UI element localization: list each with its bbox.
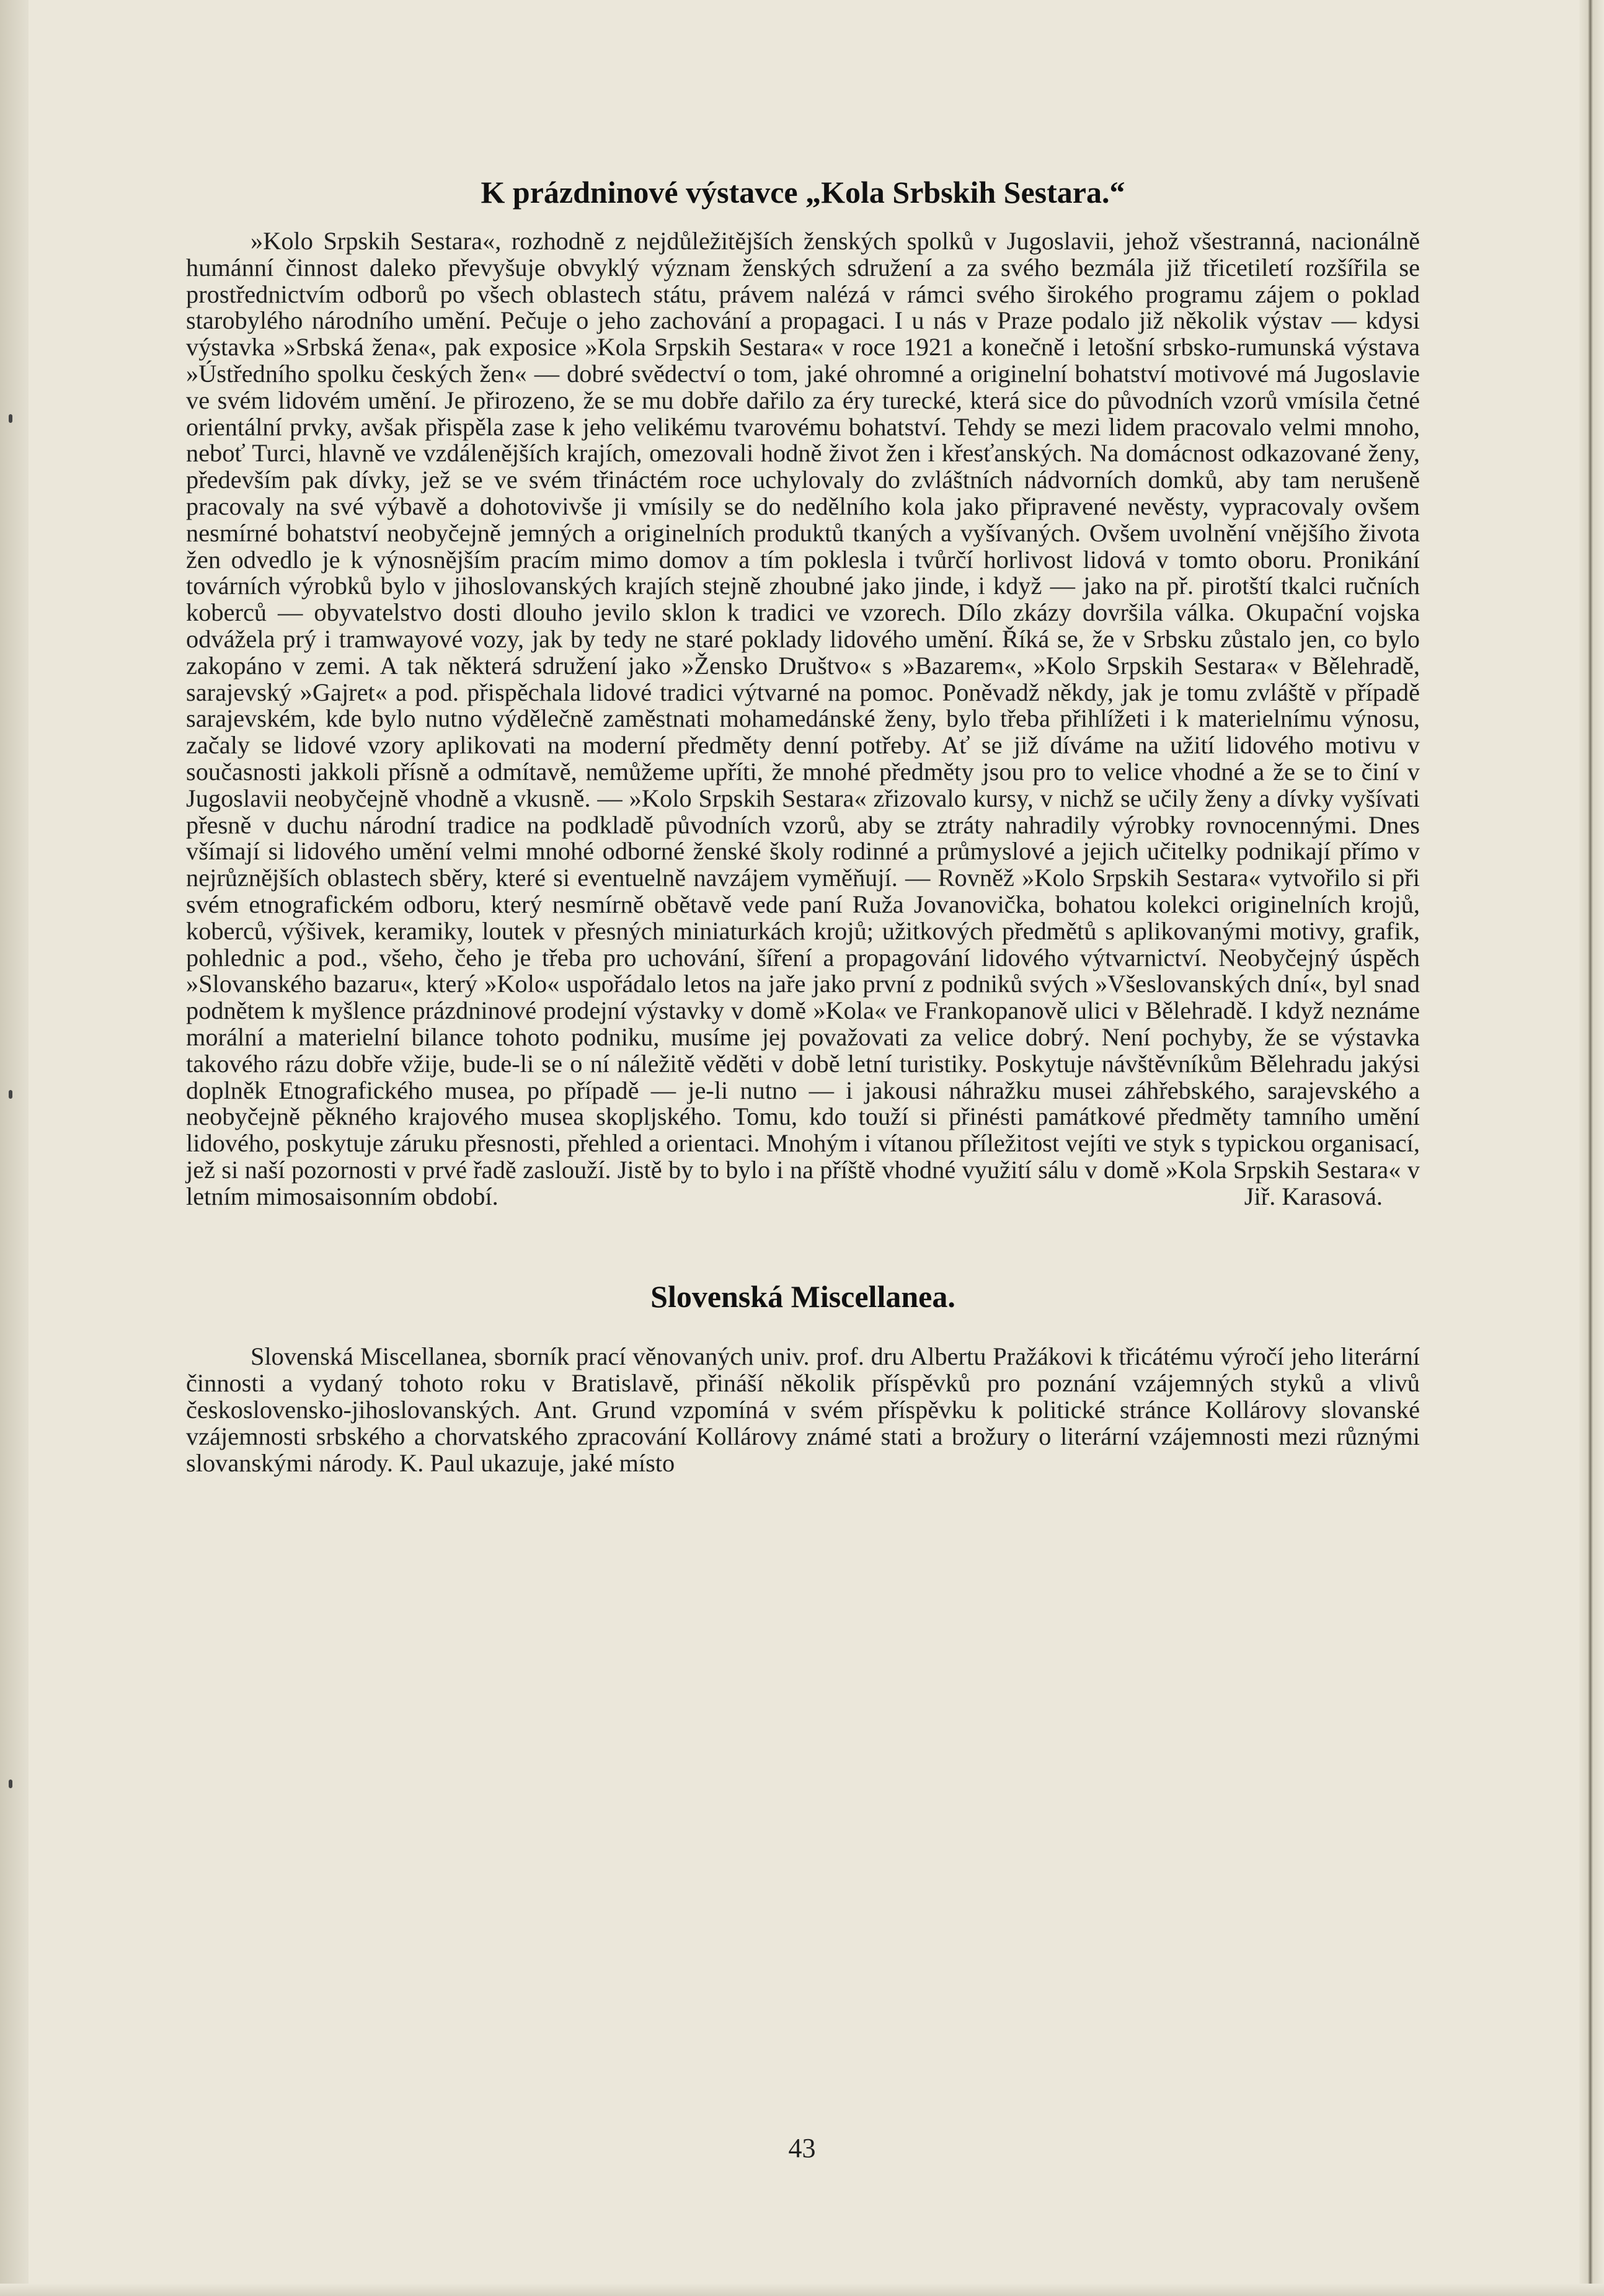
page-edge <box>1579 0 1604 2296</box>
article-body: »Kolo Srpskih Sestara«, rozhodně z nejdůležitějších ženských spolků v Jugoslavii, jehož všestranná, nacionálně humánní činnost daleko převyšuje obvyklý význam ženských sdružení a za svého bezmála již třicetiletí rozšířila se prostřednictvím odborů po všech oblastech státu, právem nalézá v rámci svého širokého programu zájem o poklad starobylého národního umění. Pečuje o jeho zachování a propagaci. I u nás v Praze podalo již několik výstav — kdysi výstavka »Srbská žena«, pak exposice »Kola Srpskih Sestara« v roce 1921 a konečně i letošní srbsko-rumunská výstava »Ústředního spolku českých žen« — dobré svědectví o tom, jaké ohromné a originelní bohatství motivové má Jugoslavie ve svém lidovém umění. Je přirozeno, že se mu dobře dařilo za éry turecké, která sice do původních vzorů vmísila četné orientální prvky, avšak přispěla zase k jeho velikému tvarovému bohatství. Tehdy se mezi lidem pracovalo velmi mnoho, neboť Turci, hlavně ve vzdálenějších krajích, omezovali hodně život žen i křesťanských. Na domácnost odkazované ženy, především pak dívky, jež se ve svém třináctém roce uchylovaly do zvláštních nádvorních domků, aby tam nerušeně pracovaly na své výbavě a dohotovivše ji vmísily se do nedělního kola jako připravené nevěsty, vypracovaly ovšem nesmírné bohatství neobyčejně jemných a originelních produktů tkaných a vyšívaných. Ovšem uvolnění vnějšího života žen odvedlo je k výnosnějším pracím mimo domov a tím poklesla i tvůrčí horlivost lidová v tomto oboru. Pronikání továrních výrobků bylo v jihoslovanských krajích stejně zhoubné jako jinde, i když — jako na př. pirotští tkalci ručních koberců — obyvatelstvo dosti dlouho jevilo sklon k tradici ve vzorech. Dílo zkázy dovršila válka. Okupační vojska odvážela prý i tramwayové vozy, jak by tedy ne staré poklady lidového umění. Říká se, že v Srbsku zůstalo jen, co bylo zakopáno v zemi. A tak některá sdružení jako »Žensko Društvo« s »Bazarem«, »Kolo Srpskih Sestara« v Bělehradě, sarajevský »Gajret« a pod. přispěchala lidové tradici výtvarné na pomoc. Poněvadž někdy, jak je tomu zvláště v případě sarajevském, kde bylo nutno výdělečně zaměstnati mohamedánské ženy, bylo třeba přihlížeti i k materielnímu výnosu, začaly se lidové vzory aplikovati na moderní předměty denní potřeby. Ať se již díváme na užití lidového motivu v současnosti jakkoli přísně a odmítavě, nemůžeme upříti, že mnohé předměty jsou pro to velice vhodné a že se to činí v Jugoslavii neobyčejně vhodně a vkusně. — »Kolo Srpskih Sestara« zřizovalo kursy, v nichž se učily ženy a dívky vyšívati přesně v duchu národní tradice na podkladě původních vzorů, aby se ztráty nahradily výrobky rovnocennými. Dnes všímají si lidového umění velmi mnohé odborné ženské školy rodinné a průmyslové a jejich učitelky podnikají přímo v nejrůznějších oblastech sběry, které si eventuelně navzájem vyměňují. — Rovněž »Kolo Srpskih Sestara« vytvořilo si při svém etnografickém odboru, který nesmírně obětavě vede paní Ruža Jovanovička, bohatou kolekci originelních krojů, koberců, výšivek, keramiky, loutek v přesných miniaturkách krojů; užitkových předmětů s aplikovanými motivy, grafik, pohlednic a pod., všeho, čeho je třeba pro uchování, šíření a propagování lidového výtvarnictví. Neobyčejný úspěch »Slovanského bazaru«, který »Kolo« uspořádalo letos na jaře jako první z podniků svých »Všeslovanských dní«, byl snad podnětem k myšlence prázdninové prodejní výstavky v domě »Kola« ve Frankopanově ulici v Bělehradě. I když neznáme morální a materielní bilance tohoto podniku, musíme jej považovati za velice dobrý. Není pochyby, že se výstavka takového rázu dobře vžije, bude-li se o ní náležitě věděti v době letní turistiky. Poskytuje návštěvníkům Bělehradu jakýsi doplněk Etnografického musea, po případě — je-li nutno — i jakousi náhražku musei záhřebského, sarajevského a neobyčejně pěkného krajového musea skopljského. Tomu, kdo touží si přinésti památkové předměty tamního umění lidového, poskytuje záruku přesnosti, přehled a orientaci. Mnohým i vítanou příležitost vejíti ve styk s typickou organisací, jež si naší pozornosti v prvé řadě zaslouží. Jistě by to bylo i na příště vhodné využití sálu v domě »Kola Srpskih Sestara« v letním mimosaisonním období. <box>186 227 1420 1210</box>
margin-mark <box>9 1090 12 1099</box>
margin-mark <box>9 414 12 423</box>
section-body: Slovenská Miscellanea, sborník prací věnovaných univ. prof. dru Albertu Pražákovi k třicátému výročí jeho literární činnosti a vydaný tohoto roku v Bratislavě, přináší několik příspěvků pro poznání vzájemných styků a vlivů československo-jihoslovanských. Ant. Grund vzpomíná v svém příspěvku k politické stránce Kollárovy slovanské vzájemnosti srbského a chorvatského zpracování Kollárovy známé stati a brožury o literární vzájemnosti mezi různými slovanskými národy. K. Paul ukazuje, jaké místo <box>186 1342 1420 1477</box>
book-spine-shadow <box>0 0 29 2296</box>
margin-mark <box>9 1780 12 1788</box>
page-number: 43 <box>788 2133 816 2163</box>
page-content <box>186 174 1420 1476</box>
article-title: K prázdninové výstavce „Kola Srbskih Sestara.“ <box>481 175 1125 210</box>
page-bottom-edge <box>0 2284 1604 2296</box>
section-title: Slovenská Miscellanea. <box>650 1279 955 1314</box>
article-author: Jiř. Karasová. <box>1244 1182 1383 1210</box>
